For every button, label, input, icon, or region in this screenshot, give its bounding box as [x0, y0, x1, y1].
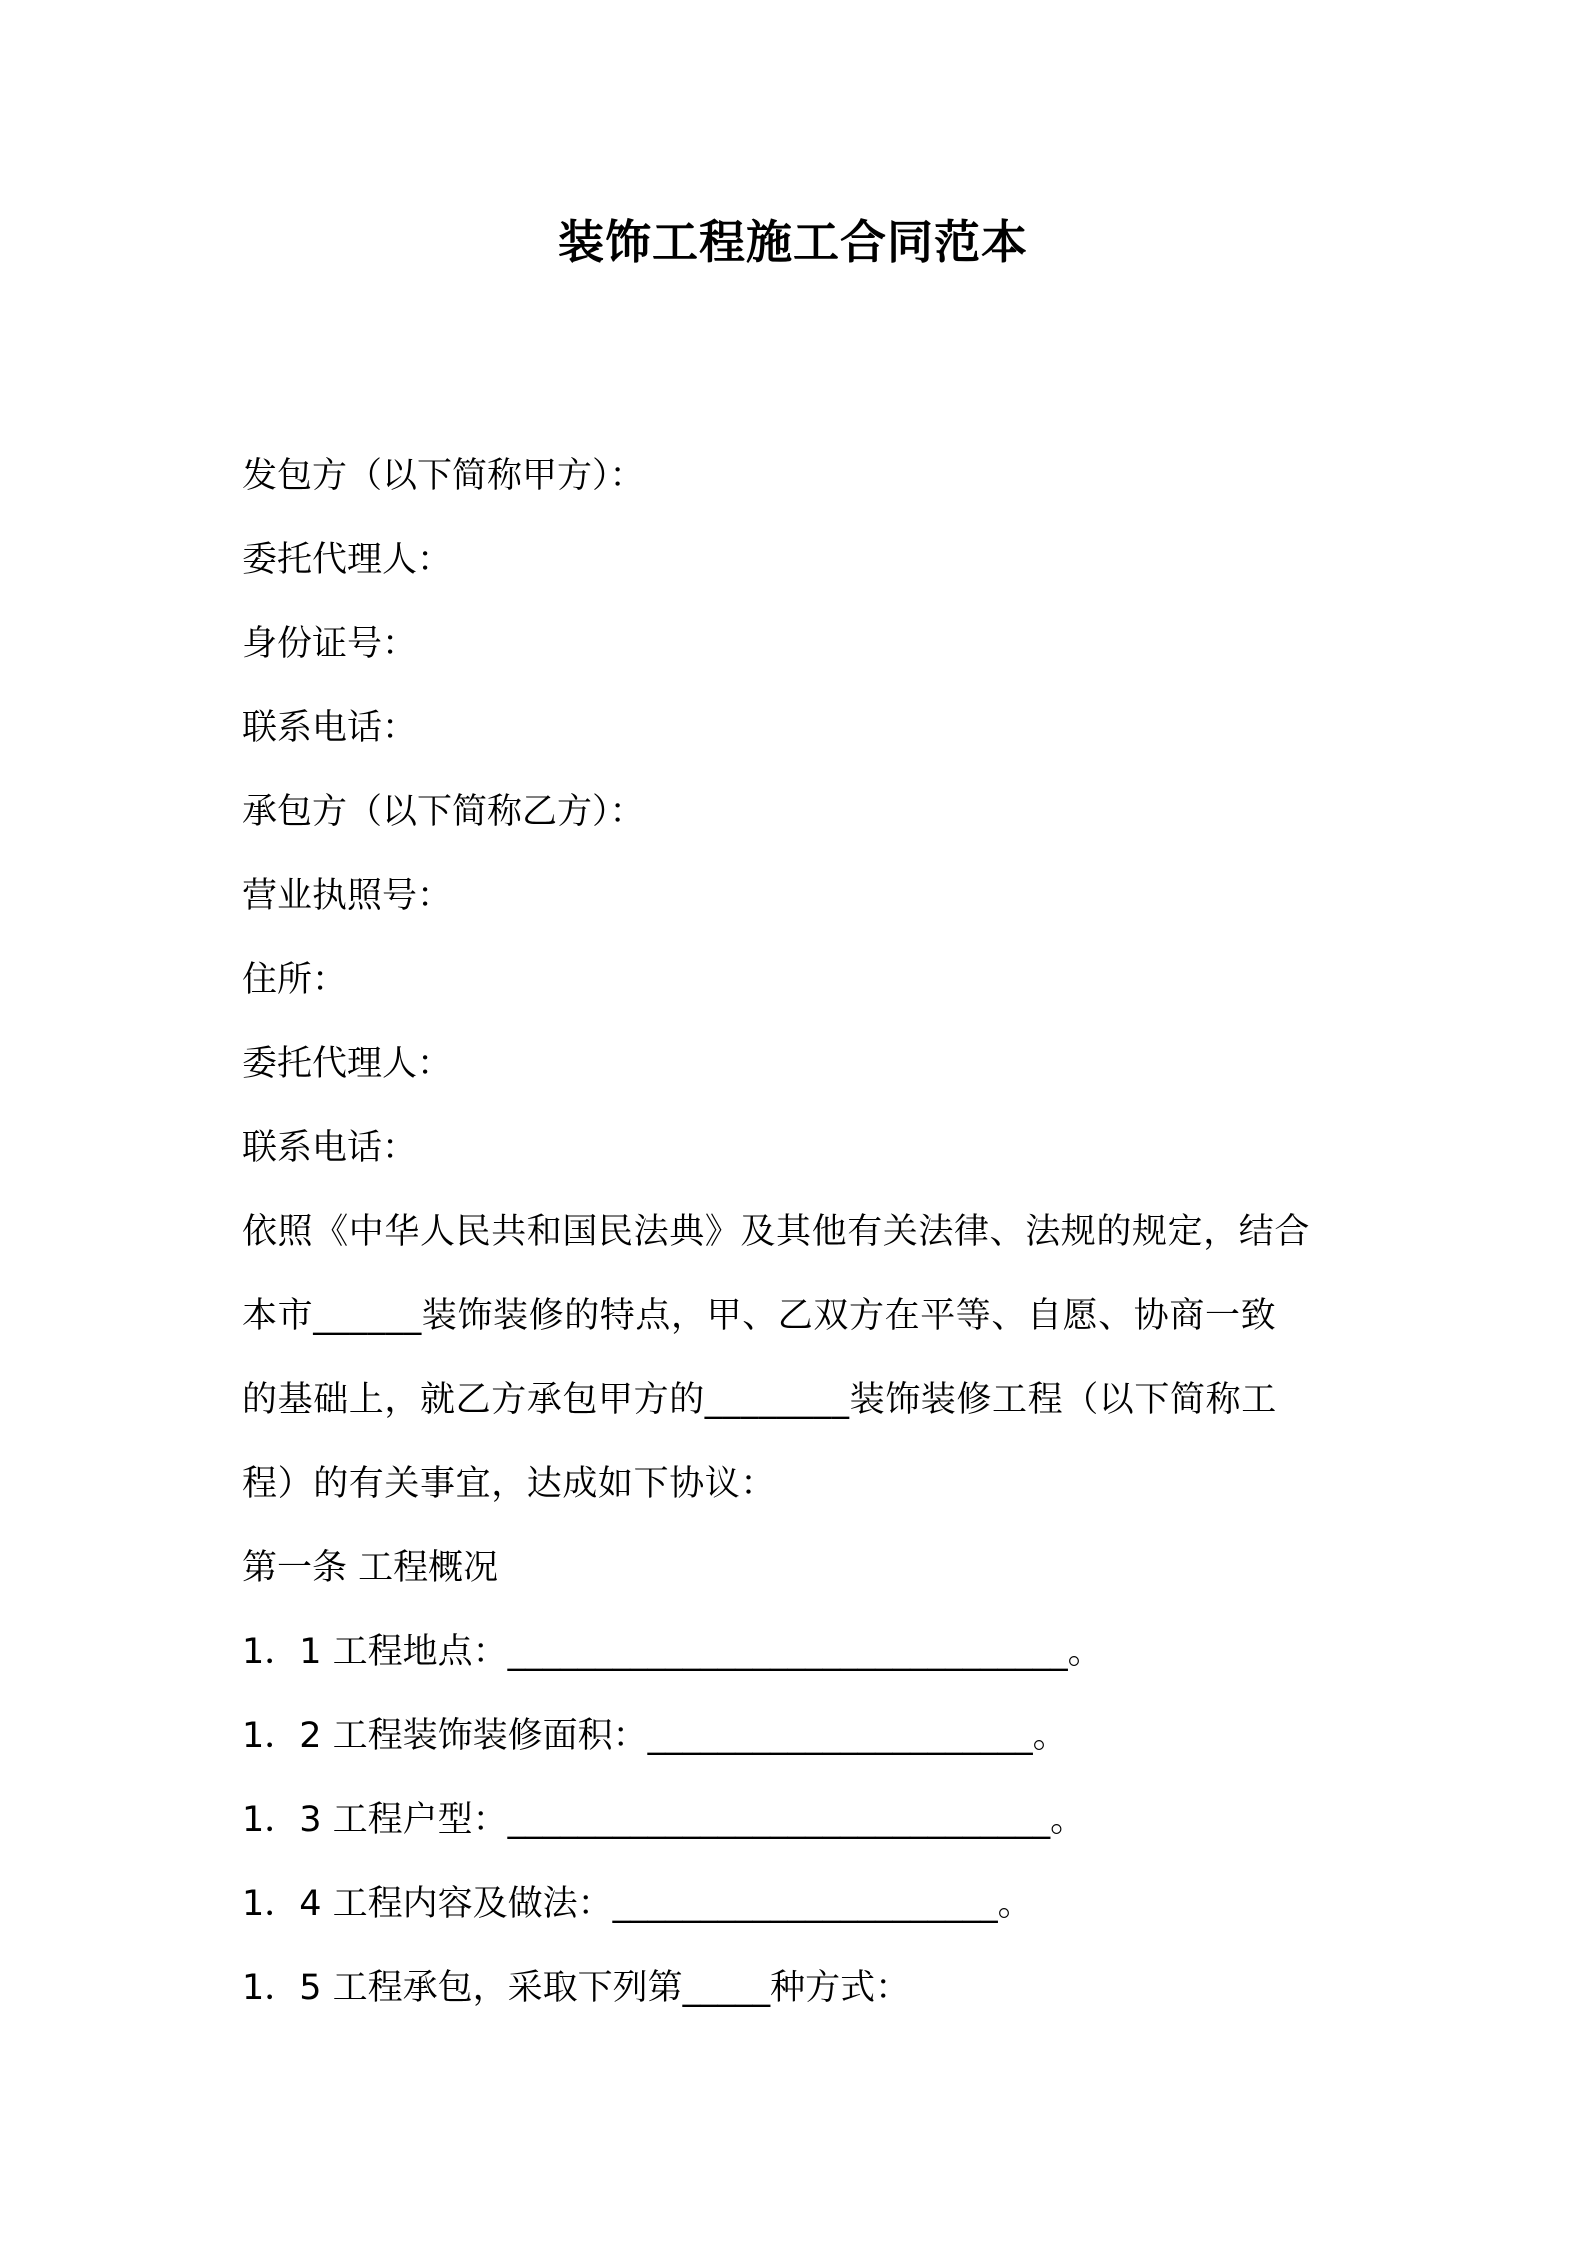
article-1-item: 1．1 工程地点：________________________________。	[242, 1632, 1103, 1672]
article-1-item: 1．4 工程内容及做法：______________________。	[242, 1884, 1033, 1924]
party-a-phone: 联系电话：	[242, 708, 418, 748]
party-b-address: 住所：	[242, 960, 348, 1000]
article-1-item: 1．5 工程承包，采取下列第_____种方式：	[242, 1968, 911, 2008]
preamble-line: 程）的有关事宜，达成如下协议：	[242, 1464, 777, 1504]
party-a-agent: 委托代理人：	[242, 540, 453, 580]
preamble-line: 依照《中华人民共和国民法典》及其他有关法律、法规的规定，结合	[242, 1212, 1311, 1252]
preamble-line: 的基础上，就乙方承包甲方的________装饰装修工程（以下简称工	[242, 1380, 1277, 1420]
preamble-line: 本市______装饰装修的特点，甲、乙双方在平等、自愿、协商一致	[242, 1296, 1277, 1336]
party-a-label: 发包方（以下简称甲方）：	[242, 456, 645, 496]
article-1-heading: 第一条 工程概况	[242, 1548, 499, 1588]
party-b-agent: 委托代理人：	[242, 1044, 453, 1084]
document-body	[242, 446, 1362, 2042]
party-b-label: 承包方（以下简称乙方）：	[242, 792, 645, 832]
article-1-item: 1．2 工程装饰装修面积：______________________。	[242, 1716, 1068, 1756]
document-title: 装饰工程施工合同范本	[558, 215, 1028, 269]
party-b-phone: 联系电话：	[242, 1128, 418, 1168]
party-a-id-number: 身份证号：	[242, 624, 418, 664]
article-1-item: 1．3 工程户型：_______________________________。	[242, 1800, 1086, 1840]
party-b-license: 营业执照号：	[242, 876, 453, 916]
